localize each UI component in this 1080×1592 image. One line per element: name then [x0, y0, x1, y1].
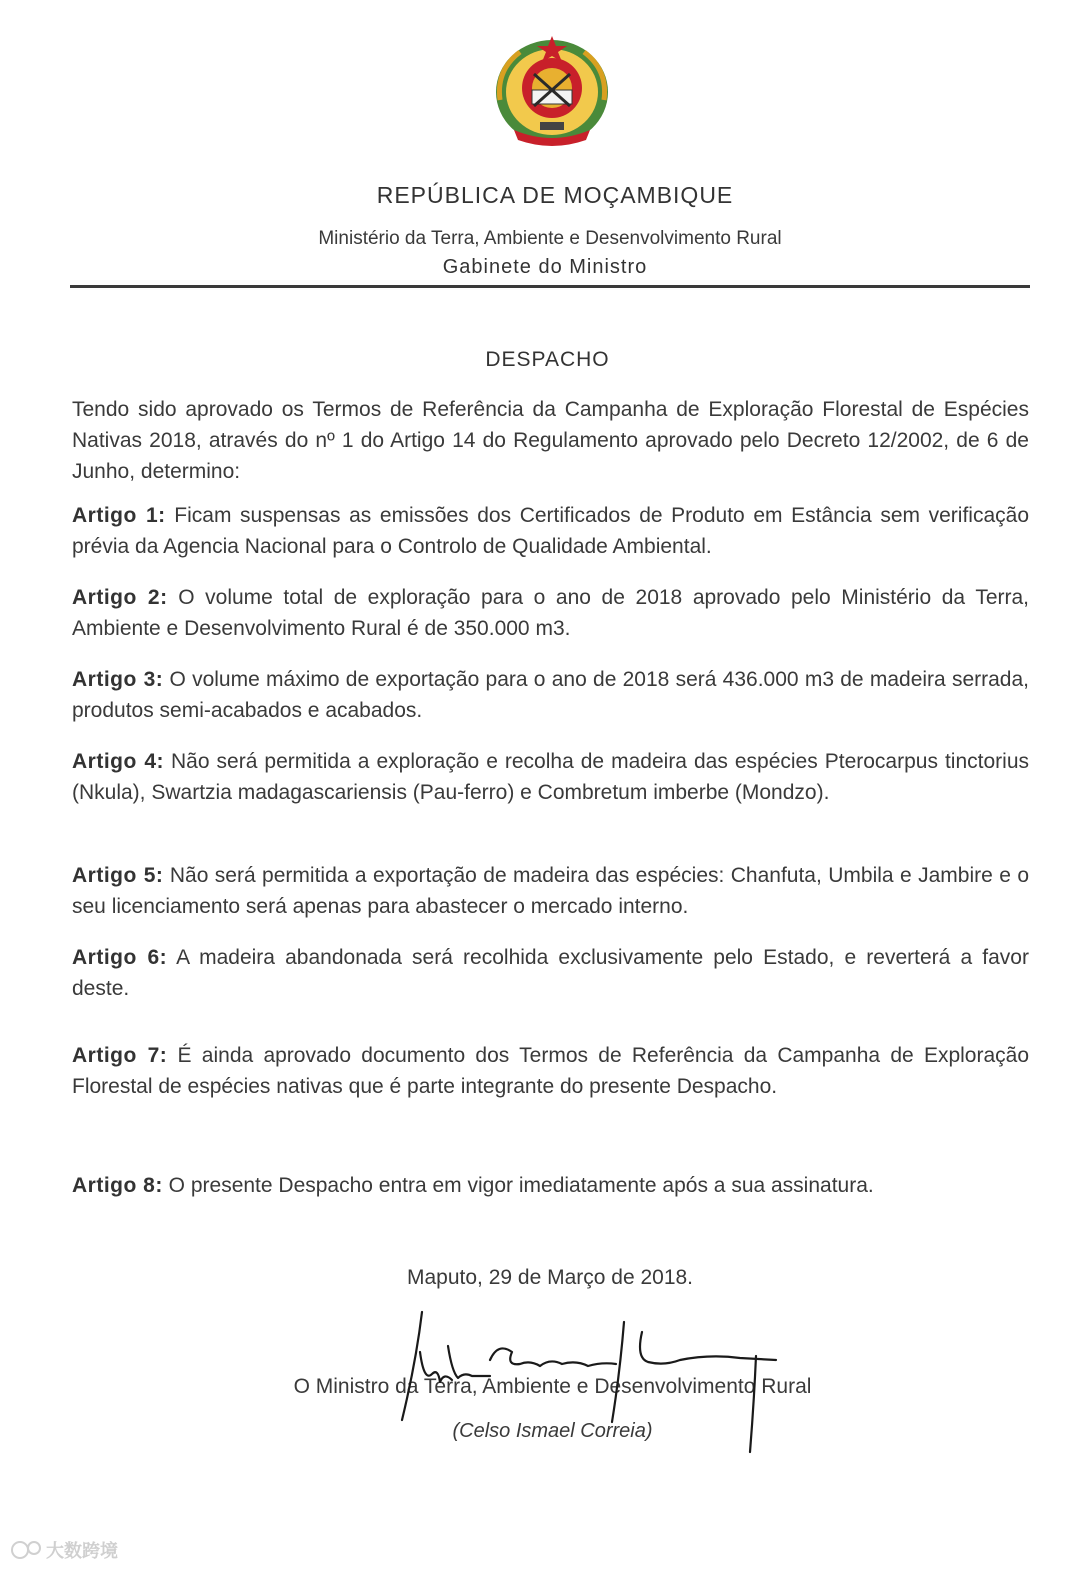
article-text: O presente Despacho entra em vigor imediatamente após a sua assinatura.	[168, 1174, 874, 1197]
document-title: DESPACHO	[485, 348, 610, 371]
article-text: É ainda aprovado documento dos Termos de Referência da Campanha de Exploração Florestal de espécies nativas que é parte integrante do presente Despacho.	[72, 1044, 1030, 1098]
republic-heading: REPÚBLICA DE MOÇAMBIQUE	[376, 182, 734, 208]
article-label: Artigo 2:	[72, 586, 168, 609]
minister-name: (Celso Ismael Correia)	[452, 1420, 653, 1442]
place-and-date: Maputo, 29 de Março de 2018.	[406, 1266, 694, 1289]
article-text: A madeira abandonada será recolhida exclusivamente pelo Estado, e reverterá a favor deste.	[72, 946, 1029, 1000]
article-text: Não será permitida a exportação de madeira das espécies: Chanfuta, Umbila e Jambire e o seu licenciamento será apenas para abastecer o mercado interno.	[72, 864, 1029, 918]
watermark-text: 大数跨境	[46, 1541, 118, 1562]
article-label: Artigo 7:	[72, 1044, 168, 1067]
article-label: Artigo 1:	[72, 504, 166, 527]
article-2	[72, 582, 1029, 644]
article-text: O volume máximo de exportação para o ano de 2018 será 436.000 m3 de madeira serrada, produtos semi-acabados e acabados.	[72, 668, 1030, 722]
article-7	[72, 1040, 1029, 1102]
article-1	[72, 500, 1029, 562]
article-6	[72, 942, 1029, 1004]
article-label: Artigo 5:	[72, 864, 164, 887]
intro-paragraph: Tendo sido aprovado os Termos de Referência da Campanha de Exploração Florestal de Espécies Nativas 2018, através do nº 1 do Artigo 14 do Regulamento aprovado pelo Decreto 12/2002, de 6 de Junho, determino:	[72, 398, 1029, 483]
article-4	[72, 746, 1029, 808]
office-name: Gabinete do Ministro	[442, 256, 648, 278]
mozambique-coat-of-arms-icon	[490, 30, 614, 148]
watermark-logo-icon	[8, 1534, 148, 1566]
article-text: Não será permitida a exploração e recolha de madeira das espécies Pterocarpus tinctorius (Nkula), Swartzia madagascariensis (Pau-ferro) e Combretum imberbe (Mondzo).	[72, 750, 1029, 804]
article-text: O volume total de exploração para o ano de 2018 aprovado pelo Ministério da Terra, Ambiente e Desenvolvimento Rural é de 350.000 m3.	[72, 586, 1030, 640]
article-label: Artigo 3:	[72, 668, 164, 691]
article-3	[72, 664, 1029, 726]
ministry-name: Ministério da Terra, Ambiente e Desenvolvimento Rural	[318, 228, 782, 249]
header-divider	[70, 285, 1030, 288]
minister-title: O Ministro da Terra, Ambiente e Desenvolvimento Rural	[293, 1375, 812, 1398]
article-text: Ficam suspensas as emissões dos Certificados de Produto em Estância sem verificação prévia da Agencia Nacional para o Controlo de Qualidade Ambiental.	[72, 504, 1030, 558]
article-8	[72, 1170, 1029, 1201]
article-label: Artigo 8:	[72, 1174, 163, 1197]
article-label: Artigo 6:	[72, 946, 168, 969]
article-5	[72, 860, 1029, 922]
article-label: Artigo 4:	[72, 750, 164, 773]
